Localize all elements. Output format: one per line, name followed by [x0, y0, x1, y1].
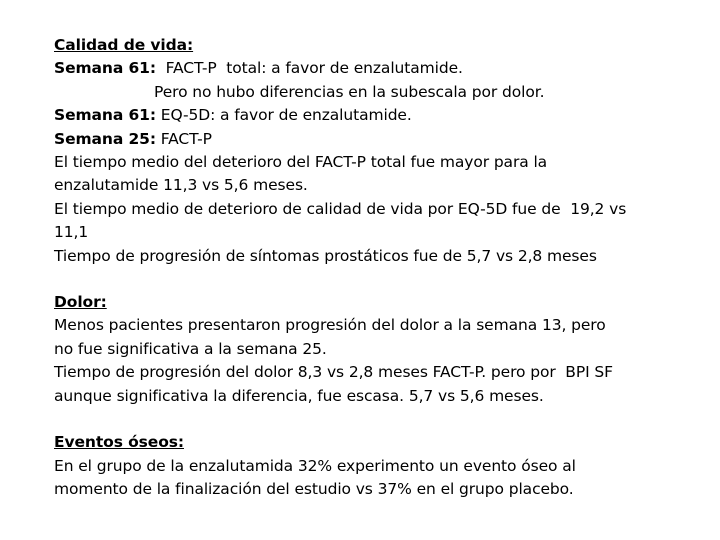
- calidad-line-2: Pero no hubo diferencias en la subescala por dolor.: [154, 82, 545, 101]
- dolor-heading: Dolor:: [54, 293, 107, 312]
- calidad-line-6: enzalutamide 11,3 vs 5,6 meses.: [54, 176, 308, 195]
- calidad-line-7: El tiempo medio de deterioro de calidad de vida por EQ-5D fue de 19,2 vs: [54, 199, 627, 218]
- dolor-line-2: no fue significativa a la semana 25.: [54, 339, 327, 358]
- calidad-line-4-label: Semana 25:: [54, 129, 156, 148]
- calidad-line-9: Tiempo de progresión de síntomas prostáticos fue de 5,7 vs 2,8 meses: [54, 246, 597, 265]
- calidad-line-3: [54, 104, 674, 127]
- calidad-line-3-label: Semana 61:: [54, 106, 156, 125]
- eventos-oseos-heading: Eventos óseos:: [54, 433, 184, 452]
- eventos-line-2: momento de la finalización del estudio vs 37% en el grupo placebo.: [54, 479, 574, 498]
- section-spacer: [54, 268, 674, 291]
- calidad-line-4: [54, 128, 674, 151]
- calidad-line-1: [54, 57, 674, 80]
- dolor-line-3: Tiempo de progresión del dolor 8,3 vs 2,8 meses FACT-P. pero por BPI SF: [54, 363, 613, 382]
- dolor-section: [54, 291, 674, 408]
- calidad-de-vida-heading: Calidad de vida:: [54, 36, 194, 54]
- eventos-line-1: En el grupo de la enzalutamida 32% experimento un evento óseo al: [54, 456, 576, 475]
- dolor-line-1: Menos pacientes presentaron progresión del dolor a la semana 13, pero: [54, 316, 606, 335]
- section-spacer: [54, 408, 674, 431]
- eventos-oseos-section: [54, 431, 674, 501]
- slide-body: [54, 34, 674, 501]
- dolor-line-4: aunque significativa la diferencia, fue escasa. 5,7 vs 5,6 meses.: [54, 386, 544, 405]
- calidad-line-5: El tiempo medio del deterioro del FACT-P total fue mayor para la: [54, 153, 548, 172]
- calidad-de-vida-section: [54, 34, 674, 268]
- calidad-line-8: 11,1: [54, 223, 89, 242]
- calidad-line-3-text: EQ-5D: a favor de enzalutamide.: [155, 106, 412, 125]
- calidad-line-1-label: Semana 61:: [54, 59, 156, 78]
- calidad-line-1-text: FACT-P total: a favor de enzalutamide.: [155, 59, 463, 78]
- calidad-line-4-text: FACT-P: [155, 129, 212, 148]
